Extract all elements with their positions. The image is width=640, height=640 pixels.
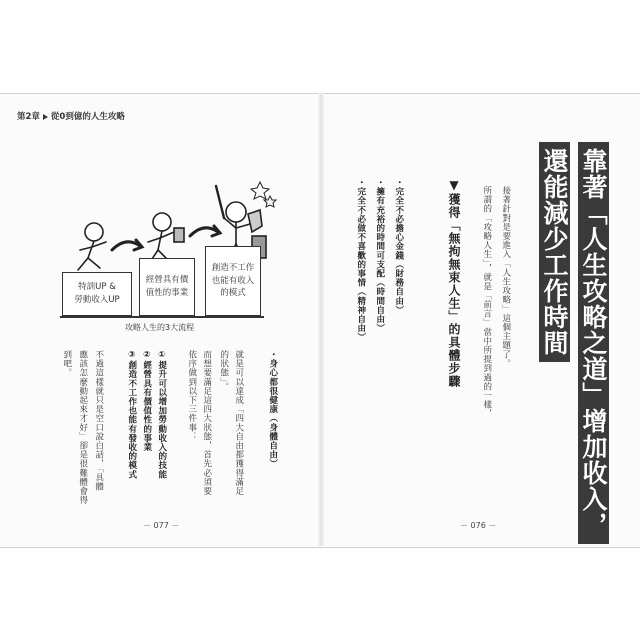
body-column: 到吧。 xyxy=(61,350,72,378)
page-number-right: － 076 － xyxy=(460,521,497,530)
bullet-item: ・完全不必做不喜歡的事情（精神自由） xyxy=(355,178,366,342)
page-title-line1: 靠著「人生攻略之道」增加收入， xyxy=(578,142,609,544)
body-column: 所謂的「攻略人生」，就是「前言」當中所提到過的一樣， xyxy=(481,186,492,419)
body-column: 不過這樣就只是空口說白話，「具體 xyxy=(93,350,104,492)
process-box-1: 特訓UP & 勞動收入UP xyxy=(62,272,132,316)
body-column: 的狀態」。 xyxy=(218,350,229,392)
body-column: 而想要滿足這四大狀態，首先必須要 xyxy=(201,350,212,496)
body-column: 接著針對是要進入「人生攻略」這個主題了。 xyxy=(500,186,511,368)
sword-icon xyxy=(216,186,224,218)
chapter-header xyxy=(17,110,125,122)
bullet-item: ・擁有充裕的時間可支配（時間自由） xyxy=(374,178,385,333)
step-item: ①提升可以增加勞動收入的技能 xyxy=(156,350,167,479)
chapter-number: 第2章 xyxy=(17,112,40,122)
triangle-icon xyxy=(43,114,48,120)
figure-climber xyxy=(153,213,171,231)
step-item: ②經營具有價值性的事業 xyxy=(141,350,152,452)
page-number-left: － 077 － xyxy=(143,521,180,530)
shield-icon xyxy=(248,210,262,232)
body-column: 就是可以達成「四大自由都獲得滿足 xyxy=(233,350,244,496)
figure-winner xyxy=(226,202,246,222)
process-box-3: 創造不工作 也能有收入 的模式 xyxy=(205,246,261,316)
step-item: ③創造不工作也能有發收的模式 xyxy=(126,350,137,479)
bullet-item: ・身心都很健康（身體自由） xyxy=(267,350,278,469)
diagram-caption: 攻略人生的3大流程 xyxy=(125,323,195,332)
figure-runner xyxy=(85,223,103,241)
diagram-baseline xyxy=(60,316,264,318)
body-column: 依序做到以下三件事： xyxy=(186,350,197,441)
process-box-2: 經營具有價 值性的事業 xyxy=(139,258,195,316)
chapter-title: 從0到億的人生攻略 xyxy=(50,112,125,122)
page-title-line2: 還能減少工作時間 xyxy=(539,142,570,362)
bullet-item: ・完全不必擔心金錢（財務自由） xyxy=(393,178,404,315)
body-column: 應該怎麼動起來才好」卻是很難體會得 xyxy=(77,350,88,505)
subheading: ▼獲得「無拘無束人生」的具體步驟 xyxy=(447,178,461,388)
